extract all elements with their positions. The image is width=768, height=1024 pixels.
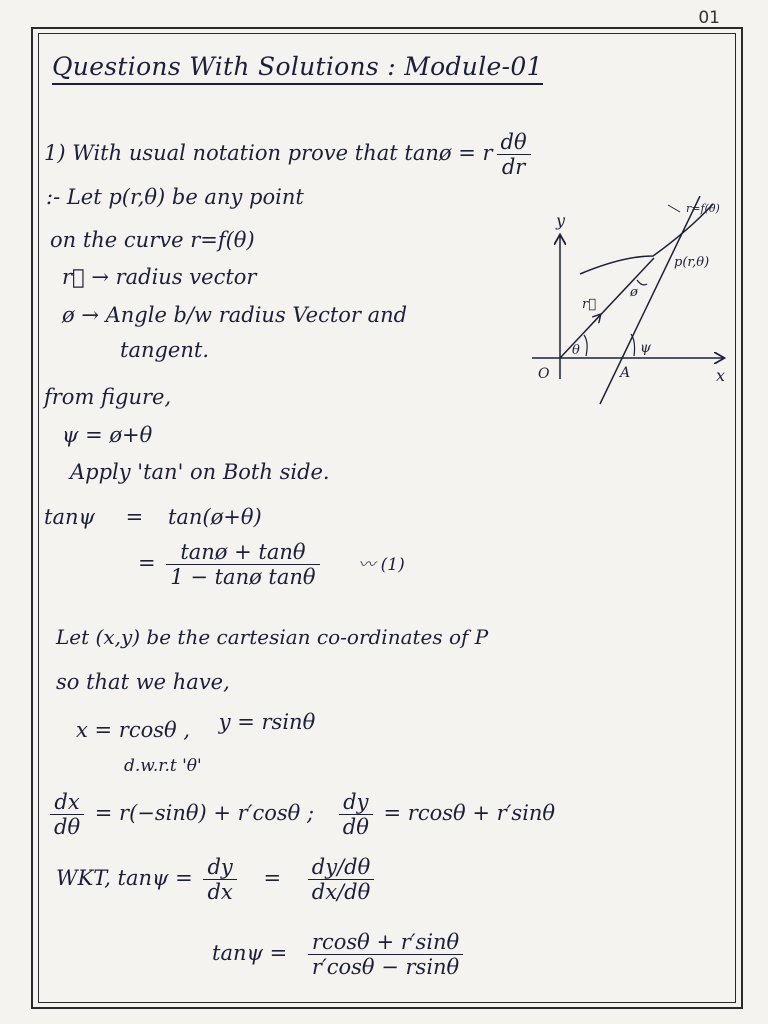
theta-arc (584, 335, 587, 356)
solution-line: on the curve r=f(θ) (50, 228, 255, 252)
y-axis-label: y (556, 211, 566, 230)
solution-line: ψ = ø+θ (62, 423, 153, 447)
y-equation: y = rsinθ (218, 710, 316, 734)
point-p-label: p(r,θ) (674, 255, 710, 270)
question-statement (44, 130, 535, 179)
question-r: r (482, 141, 493, 166)
equals-sign: = (263, 866, 282, 891)
equation-reference: 〰 (1) (358, 555, 405, 576)
ratio-fraction (308, 855, 374, 904)
tan-psi-equation (44, 505, 262, 529)
solution-line: d.w.r.t 'θ' (124, 756, 202, 776)
page-number: 01 (698, 8, 720, 28)
curve-label: r=f(θ) (686, 202, 720, 215)
solution-line: Let (x,y) be the cartesian co-ordinates of P (56, 625, 489, 649)
dy-dx-fraction (203, 855, 236, 904)
parametric-equations (76, 710, 316, 742)
point-a-label: A (620, 365, 631, 381)
question-fraction (497, 130, 531, 179)
solution-line: ø → Angle b/w radius Vector and (62, 303, 408, 327)
fraction-numerator: dy/dθ (308, 855, 374, 880)
dy-dtheta-fraction (339, 790, 373, 839)
tan-sum-fraction (166, 540, 319, 589)
solution-line: :- Let p(r,θ) be any point (46, 185, 304, 209)
fraction-numerator: dy (203, 855, 236, 880)
psi-label: ψ (640, 340, 651, 356)
x-equation: x = rcosθ , (76, 718, 191, 742)
fraction-numerator: dy (339, 790, 373, 815)
tan-sum-numerator: tanø + tanθ (166, 540, 319, 565)
equals-sign: = (125, 505, 144, 529)
fraction-denominator: dθ (342, 815, 369, 840)
x-axis-label: x (716, 366, 726, 385)
question-lhs: tanø = (404, 141, 476, 166)
final-fraction (308, 930, 463, 979)
solution-line: so that we have, (56, 670, 230, 694)
fraction-denominator: dθ (54, 815, 81, 840)
fraction-numerator: dx (50, 790, 84, 815)
theta-label: θ (572, 343, 580, 358)
page-title: Questions With Solutions : Module-01 (52, 52, 543, 85)
final-equation (212, 930, 467, 979)
fraction-denominator: r′cosθ − rsinθ (311, 955, 460, 980)
dx-dtheta-fraction (50, 790, 84, 839)
phi-arc (637, 280, 647, 285)
derivative-equations (46, 790, 555, 839)
question-fraction-numerator: dθ (497, 130, 531, 155)
fraction-denominator: dx/dθ (311, 880, 371, 905)
solution-line: Apply 'tan' on Both side. (70, 460, 330, 484)
radius-arrow (590, 315, 600, 326)
wkt-lhs: WKT, tanψ = (56, 866, 193, 891)
solution-line: from figure, (44, 385, 172, 409)
origin-label: O (538, 366, 550, 382)
label-leader (668, 205, 680, 212)
tan-psi-rhs: tan(ø+θ) (167, 505, 262, 529)
radius-vector-label: r⃗ (582, 297, 597, 312)
question-number: 1) (44, 141, 66, 166)
fraction-numerator: rcosθ + r′sinθ (308, 930, 463, 955)
dy-dtheta-rhs: = rcosθ + r′sinθ (383, 801, 556, 826)
tan-psi-lhs: tanψ (44, 505, 95, 529)
fraction-denominator: dx (207, 880, 233, 905)
solution-line: tangent. (120, 338, 209, 362)
solution-line: r⃗ → radius vector (62, 265, 257, 289)
dx-dtheta-rhs: = r(−sinθ) + r′cosθ ; (94, 801, 315, 826)
equals-sign: = (138, 551, 156, 576)
phi-label: ø (630, 285, 638, 300)
polar-curve-figure (528, 196, 738, 411)
tan-sum-denominator: 1 − tanø tanθ (170, 565, 316, 590)
question-fraction-denominator: dr (501, 155, 526, 180)
wkt-equation (56, 855, 378, 904)
final-lhs: tanψ = (212, 941, 288, 966)
question-text: With usual notation prove that (72, 141, 398, 166)
tan-sum-equation (138, 540, 405, 589)
